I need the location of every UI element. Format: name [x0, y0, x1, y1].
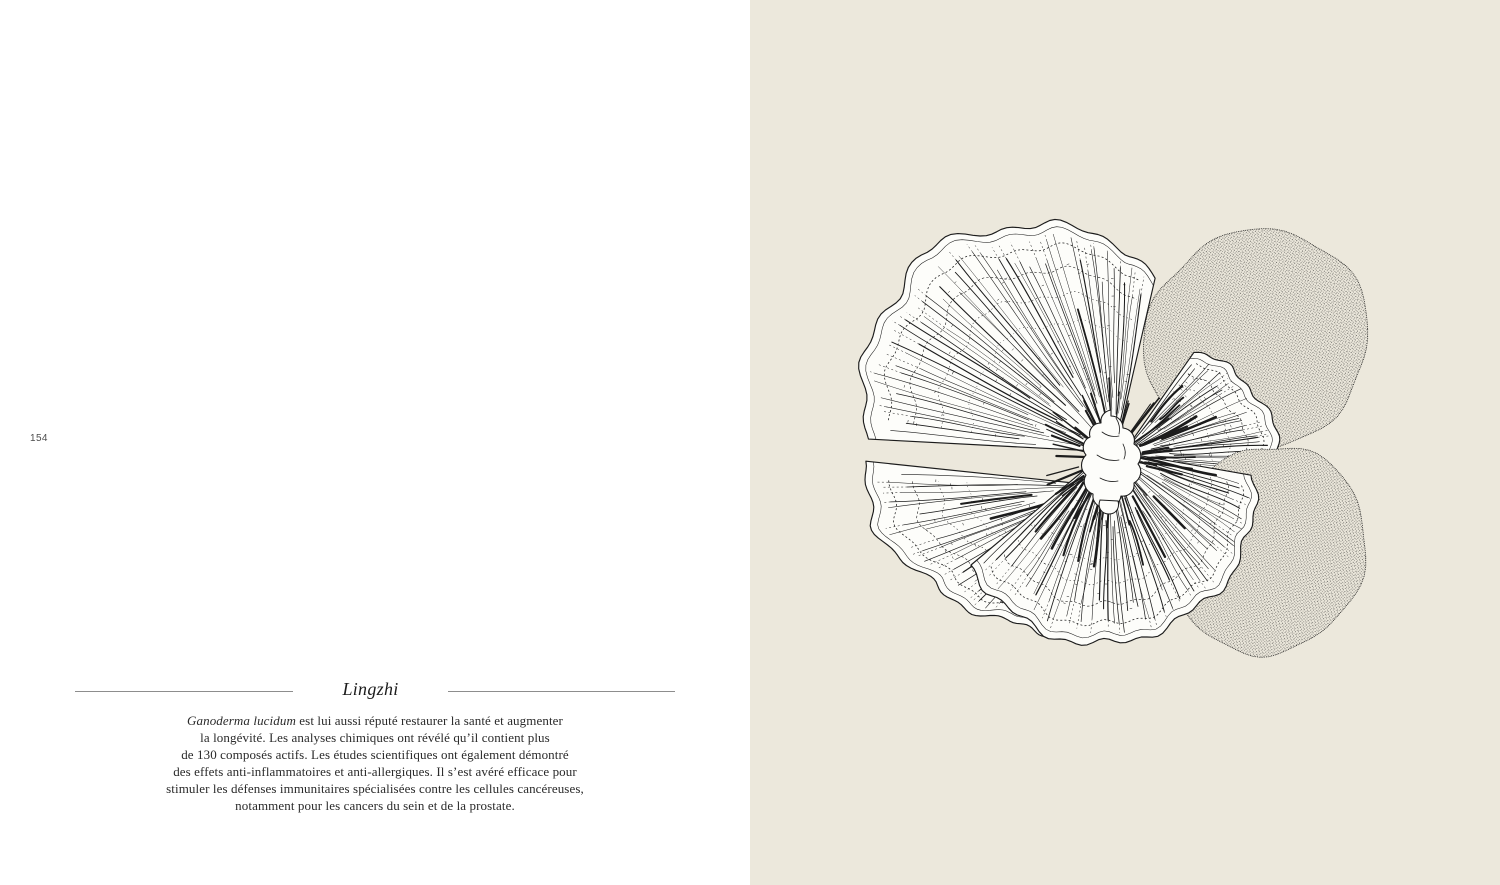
paragraph-line: des effets anti-inflammatoires et anti-allergiques. Il s’est avéré efficace pour: [173, 763, 577, 779]
paragraph-line: stimuler les défenses immunitaires spécialisées contre les cellules cancéreuses,: [166, 780, 584, 796]
section-title: Lingzhi: [342, 678, 399, 699]
paragraph-line: la longévité. Les analyses chimiques ont révélé qu’il contient plus: [200, 729, 550, 745]
mushroom-illustration: [750, 0, 1500, 885]
paragraph-line: notamment pour les cancers du sein et de la prostate.: [235, 797, 515, 813]
species-name: Ganoderma lucidum: [187, 713, 296, 728]
section-title-row: [75, 678, 675, 699]
page-number: 154: [30, 433, 48, 444]
body-paragraph: [95, 713, 655, 814]
paragraph-line: Ganoderma lucidum est lui aussi réputé restaurer la santé et augmenter: [187, 713, 563, 728]
title-rule-right: [448, 691, 675, 692]
title-rule-left: [75, 691, 293, 692]
right-page: [750, 0, 1500, 885]
paragraph-line: de 130 composés actifs. Les études scientifiques ont également démontré: [181, 746, 569, 762]
